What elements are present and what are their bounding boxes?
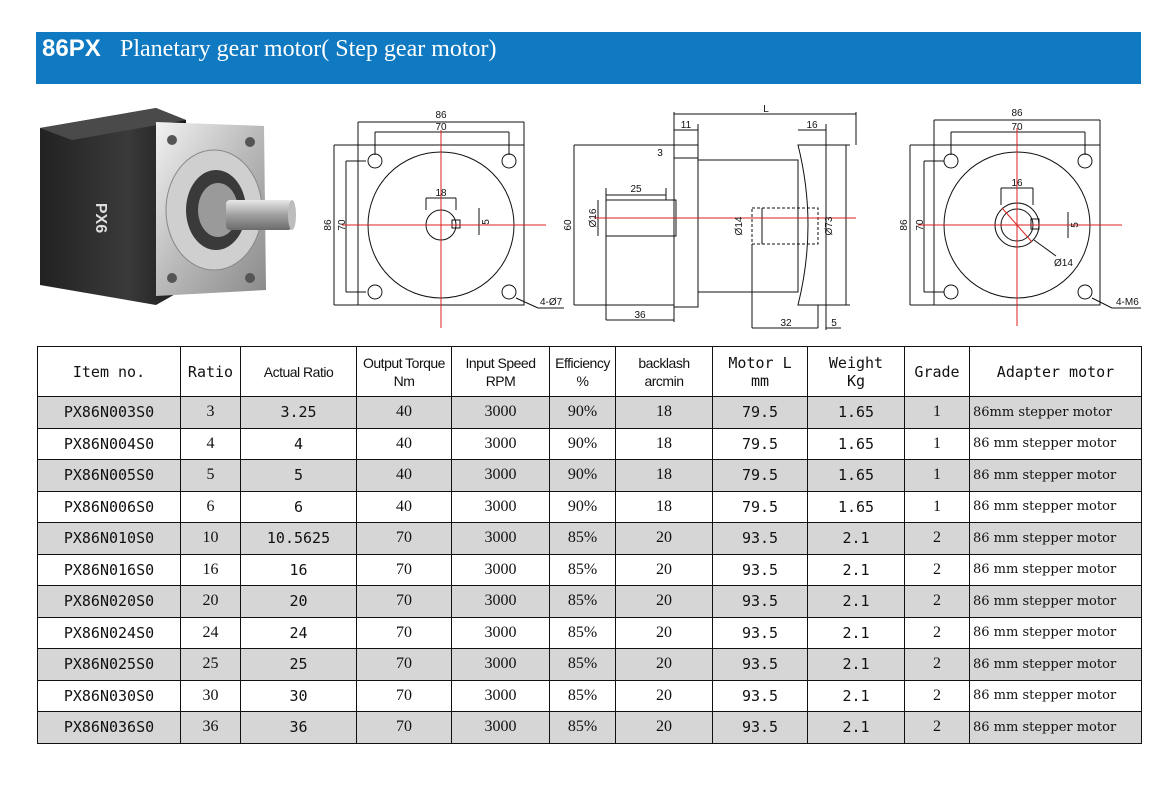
cell-efficiency: 85% [550, 586, 616, 618]
cell-ratio: 3 [181, 397, 241, 429]
header-output-torque: Output Torque Nm [357, 347, 452, 397]
rear-height-inner: 70 [915, 219, 926, 231]
cell-efficiency: 85% [550, 617, 616, 649]
table-body [38, 397, 1142, 744]
cell-grade: 2 [905, 523, 970, 555]
cell-motor-length: 79.5 [713, 491, 808, 523]
cell-efficiency: 90% [550, 428, 616, 460]
side-dim-32: 32 [780, 318, 792, 329]
cell-weight: 2.1 [808, 523, 905, 555]
cell-backlash: 20 [616, 617, 713, 649]
cell-item-no: PX86N006S0 [38, 491, 181, 523]
cell-adapter-motor: 86 mm stepper motor [970, 712, 1142, 744]
table-row [38, 523, 1142, 555]
cell-weight: 2.1 [808, 712, 905, 744]
cell-backlash: 20 [616, 680, 713, 712]
rear-bore-dim: 16 [1011, 178, 1023, 189]
cell-efficiency: 90% [550, 491, 616, 523]
model-code: 86PX [42, 35, 101, 62]
cell-output-torque: 70 [357, 649, 452, 681]
front-key-dim: 5 [481, 219, 492, 225]
side-dim-3: 3 [657, 148, 663, 159]
cell-actual-ratio: 24 [241, 617, 357, 649]
header-motor-length: Motor L mm [713, 347, 808, 397]
header-weight: Weight Kg [808, 347, 905, 397]
cell-motor-length: 93.5 [713, 554, 808, 586]
cell-item-no: PX86N030S0 [38, 680, 181, 712]
side-dia-16: Ø16 [588, 208, 599, 228]
cell-ratio: 5 [181, 460, 241, 492]
cell-grade: 2 [905, 680, 970, 712]
cell-item-no: PX86N020S0 [38, 586, 181, 618]
page-title: Planetary gear motor( Step gear motor) [120, 36, 497, 62]
cell-input-speed: 3000 [452, 397, 550, 429]
side-dia-73: Ø73 [824, 216, 835, 236]
cell-input-speed: 3000 [452, 523, 550, 555]
drawings-area [36, 100, 1141, 340]
side-dim-16: 16 [806, 120, 818, 131]
cell-output-torque: 40 [357, 491, 452, 523]
side-dia-14: Ø14 [734, 216, 745, 236]
side-dim-25: 25 [630, 184, 642, 195]
cell-weight: 1.65 [808, 428, 905, 460]
rear-height-outer: 86 [899, 219, 910, 231]
cell-input-speed: 3000 [452, 460, 550, 492]
cell-input-speed: 3000 [452, 680, 550, 712]
cell-grade: 2 [905, 554, 970, 586]
cell-adapter-motor: 86 mm stepper motor [970, 523, 1142, 555]
cell-item-no: PX86N024S0 [38, 617, 181, 649]
cell-input-speed: 3000 [452, 554, 550, 586]
cell-efficiency: 90% [550, 460, 616, 492]
cell-adapter-motor: 86 mm stepper motor [970, 586, 1142, 618]
header-efficiency: Efficiency % [550, 347, 616, 397]
cell-backlash: 18 [616, 397, 713, 429]
cell-output-torque: 70 [357, 617, 452, 649]
cell-motor-length: 93.5 [713, 712, 808, 744]
cell-grade: 1 [905, 460, 970, 492]
cell-weight: 1.65 [808, 460, 905, 492]
rear-view-drawing [894, 100, 1141, 330]
header-adapter-motor: Adapter motor [970, 347, 1142, 397]
header-grade: Grade [905, 347, 970, 397]
cell-adapter-motor: 86 mm stepper motor [970, 428, 1142, 460]
cell-backlash: 20 [616, 523, 713, 555]
cell-grade: 2 [905, 712, 970, 744]
cell-output-torque: 70 [357, 712, 452, 744]
header-item-no: Item no. [38, 347, 181, 397]
table-row [38, 397, 1142, 429]
cell-backlash: 20 [616, 649, 713, 681]
cell-output-torque: 70 [357, 554, 452, 586]
cell-actual-ratio: 6 [241, 491, 357, 523]
cell-item-no: PX86N003S0 [38, 397, 181, 429]
cell-ratio: 4 [181, 428, 241, 460]
cell-ratio: 30 [181, 680, 241, 712]
cell-backlash: 18 [616, 491, 713, 523]
cell-actual-ratio: 5 [241, 460, 357, 492]
side-length-dim: L [763, 104, 769, 115]
cell-output-torque: 40 [357, 460, 452, 492]
cell-output-torque: 70 [357, 680, 452, 712]
cell-input-speed: 3000 [452, 712, 550, 744]
cell-grade: 2 [905, 586, 970, 618]
front-view-drawing [314, 100, 576, 330]
side-dim-11: 11 [680, 120, 692, 131]
cell-input-speed: 3000 [452, 491, 550, 523]
cell-ratio: 36 [181, 712, 241, 744]
front-height-inner: 70 [337, 219, 348, 231]
cell-item-no: PX86N016S0 [38, 554, 181, 586]
rear-holes-dim: 4-M6 [1116, 297, 1139, 308]
cell-backlash: 20 [616, 586, 713, 618]
cell-weight: 2.1 [808, 649, 905, 681]
cell-weight: 2.1 [808, 586, 905, 618]
cell-grade: 2 [905, 649, 970, 681]
cell-item-no: PX86N036S0 [38, 712, 181, 744]
cell-item-no: PX86N010S0 [38, 523, 181, 555]
side-dim-36: 36 [634, 310, 646, 321]
cell-item-no: PX86N004S0 [38, 428, 181, 460]
title-banner [36, 32, 1141, 84]
cell-actual-ratio: 36 [241, 712, 357, 744]
cell-efficiency: 85% [550, 649, 616, 681]
cell-efficiency: 85% [550, 523, 616, 555]
cell-item-no: PX86N025S0 [38, 649, 181, 681]
cell-grade: 2 [905, 617, 970, 649]
cell-output-torque: 40 [357, 428, 452, 460]
cell-adapter-motor: 86 mm stepper motor [970, 491, 1142, 523]
table-row [38, 491, 1142, 523]
cell-motor-length: 93.5 [713, 523, 808, 555]
cell-weight: 2.1 [808, 617, 905, 649]
front-shaft-dim: 18 [435, 188, 447, 199]
cell-actual-ratio: 25 [241, 649, 357, 681]
cell-input-speed: 3000 [452, 586, 550, 618]
table-header-row [38, 347, 1142, 397]
table-row [38, 617, 1142, 649]
cell-grade: 1 [905, 397, 970, 429]
cell-output-torque: 40 [357, 397, 452, 429]
cell-actual-ratio: 4 [241, 428, 357, 460]
cell-efficiency: 90% [550, 397, 616, 429]
cell-actual-ratio: 20 [241, 586, 357, 618]
cell-grade: 1 [905, 491, 970, 523]
side-dim-60: 60 [563, 219, 574, 231]
cell-actual-ratio: 16 [241, 554, 357, 586]
table-row [38, 554, 1142, 586]
rear-dia-14: Ø14 [1054, 258, 1073, 269]
cell-ratio: 24 [181, 617, 241, 649]
product-photo [36, 100, 296, 310]
cell-backlash: 20 [616, 554, 713, 586]
cell-weight: 2.1 [808, 680, 905, 712]
cell-item-no: PX86N005S0 [38, 460, 181, 492]
cell-efficiency: 85% [550, 680, 616, 712]
cell-adapter-motor: 86 mm stepper motor [970, 554, 1142, 586]
table-row [38, 586, 1142, 618]
front-height-outer: 86 [323, 219, 334, 231]
table-row [38, 460, 1142, 492]
cell-output-torque: 70 [357, 523, 452, 555]
cell-ratio: 6 [181, 491, 241, 523]
cell-actual-ratio: 30 [241, 680, 357, 712]
cell-motor-length: 93.5 [713, 649, 808, 681]
cell-motor-length: 93.5 [713, 586, 808, 618]
front-width-inner: 70 [435, 122, 447, 133]
cell-input-speed: 3000 [452, 617, 550, 649]
cell-efficiency: 85% [550, 554, 616, 586]
rear-key-dim: 5 [1070, 222, 1081, 228]
side-view-drawing [556, 100, 866, 335]
cell-backlash: 18 [616, 428, 713, 460]
header-input-speed: Input Speed RPM [452, 347, 550, 397]
cell-adapter-motor: 86 mm stepper motor [970, 617, 1142, 649]
cell-backlash: 18 [616, 460, 713, 492]
table-row [38, 649, 1142, 681]
cell-output-torque: 70 [357, 586, 452, 618]
cell-motor-length: 79.5 [713, 460, 808, 492]
cell-motor-length: 79.5 [713, 428, 808, 460]
header-backlash: backlash arcmin [616, 347, 713, 397]
cell-motor-length: 79.5 [713, 397, 808, 429]
cell-adapter-motor: 86 mm stepper motor [970, 680, 1142, 712]
cell-actual-ratio: 3.25 [241, 397, 357, 429]
cell-adapter-motor: 86mm stepper motor [970, 397, 1142, 429]
front-width-outer: 86 [435, 110, 447, 121]
cell-backlash: 20 [616, 712, 713, 744]
header-ratio: Ratio [181, 347, 241, 397]
cell-input-speed: 3000 [452, 649, 550, 681]
photo-label: PX6 [92, 202, 109, 234]
cell-motor-length: 93.5 [713, 617, 808, 649]
cell-adapter-motor: 86 mm stepper motor [970, 460, 1142, 492]
cell-efficiency: 85% [550, 712, 616, 744]
side-dim-5: 5 [831, 318, 837, 329]
front-holes-dim: 4-Ø7 [540, 297, 563, 308]
cell-ratio: 10 [181, 523, 241, 555]
cell-actual-ratio: 10.5625 [241, 523, 357, 555]
cell-input-speed: 3000 [452, 428, 550, 460]
rear-width-outer: 86 [1011, 108, 1023, 119]
cell-ratio: 20 [181, 586, 241, 618]
cell-weight: 1.65 [808, 491, 905, 523]
cell-motor-length: 93.5 [713, 680, 808, 712]
table-row [38, 680, 1142, 712]
cell-weight: 2.1 [808, 554, 905, 586]
rear-width-inner: 70 [1011, 122, 1023, 133]
cell-adapter-motor: 86 mm stepper motor [970, 649, 1142, 681]
spec-table [37, 346, 1142, 744]
cell-weight: 1.65 [808, 397, 905, 429]
cell-ratio: 16 [181, 554, 241, 586]
cell-ratio: 25 [181, 649, 241, 681]
table-row [38, 428, 1142, 460]
header-actual-ratio: Actual Ratio [241, 347, 357, 397]
table-row [38, 712, 1142, 744]
cell-grade: 1 [905, 428, 970, 460]
